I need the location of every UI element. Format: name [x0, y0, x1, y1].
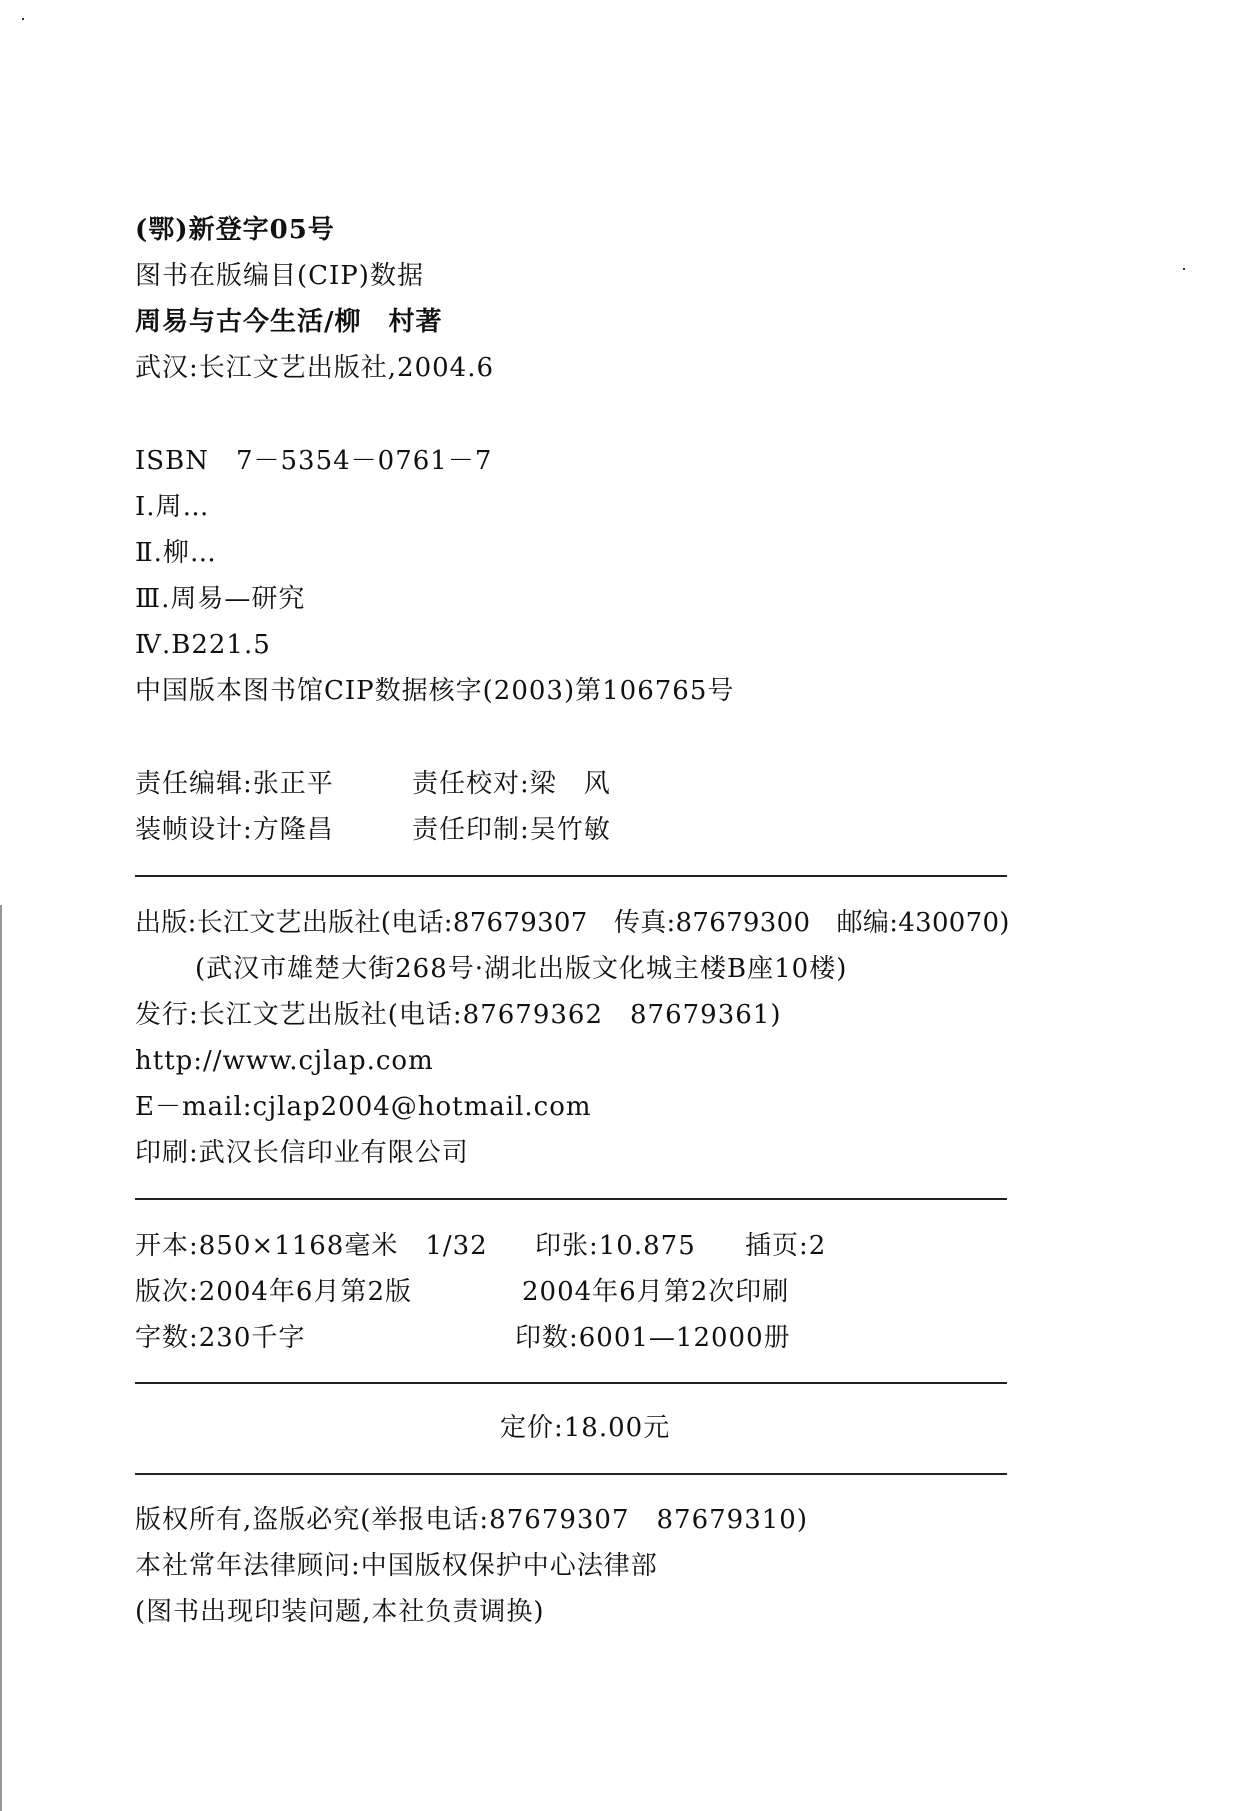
designer: 装帧设计:方隆昌 — [135, 815, 334, 845]
class-entry-3: Ⅲ.周易—研究 — [135, 584, 306, 614]
exchange-notice: (图书出现印装问题,本社负责调换) — [135, 1597, 545, 1627]
email: E－mail:cjlap2004@hotmail.com — [135, 1092, 592, 1122]
divider — [135, 1198, 1007, 1200]
website: http://www.cjlap.com — [135, 1046, 434, 1076]
publisher: 出版:长江文艺出版社(电话:87679307 传真:87679300 邮编:430070) — [135, 908, 1010, 938]
divider — [135, 1382, 1007, 1384]
printer: 印刷:武汉长信印业有限公司 — [135, 1138, 469, 1168]
word-count: 字数:230千字 — [135, 1323, 306, 1353]
copyright-notice: 版权所有,盗版必究(举报电话:87679307 87679310) — [135, 1505, 808, 1535]
class-entry-4: Ⅳ.B221.5 — [135, 630, 271, 660]
book-title-author: 周易与古今生活/柳 村著 — [135, 307, 443, 337]
legal-counsel: 本社常年法律顾问:中国版权保护中心法律部 — [135, 1551, 658, 1581]
scan-speck — [1183, 268, 1185, 270]
cip-heading: 图书在版编目(CIP)数据 — [135, 261, 424, 291]
proofreader: 责任校对:梁 风 — [412, 769, 611, 799]
price: 定价:18.00元 — [500, 1413, 671, 1443]
edition: 版次:2004年6月第2版 — [135, 1277, 413, 1307]
class-entry-2: Ⅱ.柳… — [135, 538, 217, 568]
editor: 责任编辑:张正平 — [135, 769, 334, 799]
divider — [135, 1473, 1007, 1475]
impression: 2004年6月第2次印刷 — [522, 1277, 790, 1307]
printing-supervisor: 责任印制:吴竹敏 — [412, 815, 611, 845]
publisher-address: (武汉市雄楚大街268号·湖北出版文化城主楼B座10楼) — [195, 954, 848, 984]
class-entry-1: Ⅰ.周… — [135, 492, 210, 522]
cip-publisher: 武汉:长江文艺出版社,2004.6 — [135, 353, 494, 383]
divider — [135, 875, 1007, 877]
plates: 插页:2 — [745, 1231, 827, 1261]
isbn: ISBN 7－5354－0761－7 — [135, 446, 493, 476]
printed-sheets: 印张:10.875 — [535, 1231, 696, 1261]
format: 开本:850×1168毫米 1/32 — [135, 1231, 488, 1261]
scan-edge-line — [0, 905, 2, 1811]
print-run: 印数:6001—12000册 — [515, 1323, 791, 1353]
scan-speck — [22, 18, 24, 20]
registration-number: (鄂)新登字05号 — [135, 215, 335, 245]
distributor: 发行:长江文艺出版社(电话:87679362 87679361) — [135, 1000, 782, 1030]
cip-number: 中国版本图书馆CIP数据核字(2003)第106765号 — [135, 676, 735, 706]
